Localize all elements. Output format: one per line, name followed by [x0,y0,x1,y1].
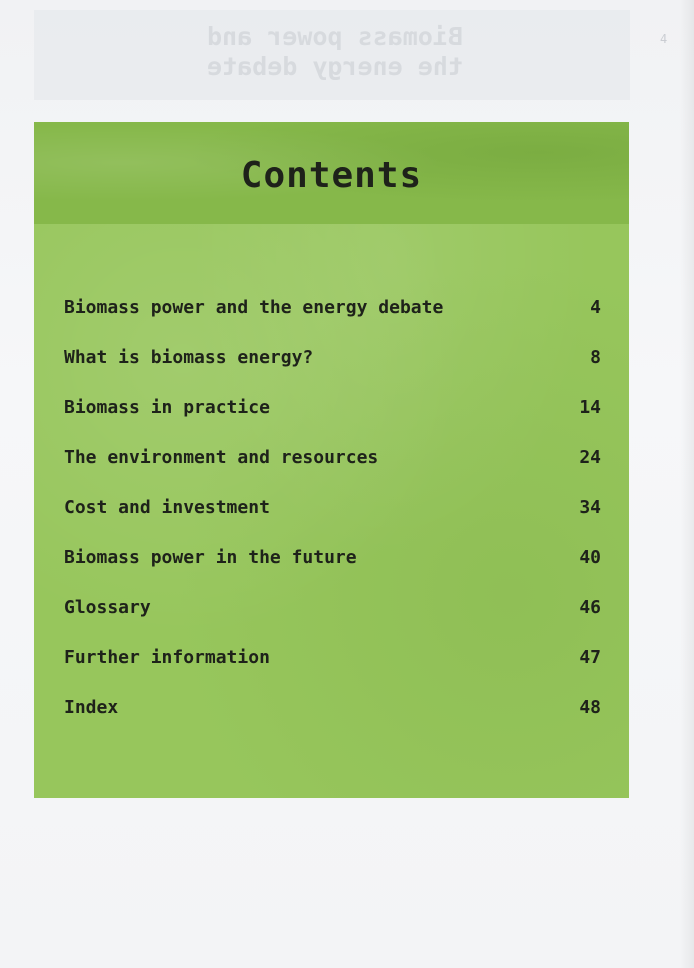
toc-entry[interactable] [64,482,601,532]
toc-entry[interactable] [64,682,601,732]
table-of-contents [64,282,601,732]
toc-entry-title: The environment and resources [64,446,379,468]
toc-entry-page-number: 8 [590,346,601,368]
toc-entry-title: What is biomass energy? [64,346,314,368]
toc-entry[interactable] [64,382,601,432]
toc-entry[interactable] [64,582,601,632]
toc-entry-title: Biomass in practice [64,396,270,418]
toc-entry[interactable] [64,632,601,682]
toc-entry[interactable] [64,532,601,582]
toc-entry[interactable] [64,332,601,382]
toc-entry[interactable] [64,282,601,332]
toc-entry-title: Cost and investment [64,496,270,518]
toc-entry-page-number: 34 [579,496,601,518]
toc-entry-page-number: 24 [579,446,601,468]
toc-entry-page-number: 48 [579,696,601,718]
toc-entry-title: Biomass power in the future [64,546,357,568]
toc-entry-title: Biomass power and the energy debate [64,296,444,318]
toc-entry[interactable] [64,432,601,482]
toc-entry-page-number: 4 [590,296,601,318]
toc-entry-page-number: 46 [579,596,601,618]
page-edge-shadow [680,0,694,968]
toc-entry-page-number: 14 [579,396,601,418]
toc-entry-title: Glossary [64,596,151,618]
bleed-through-heading: Biomass power and the energy debate [207,22,463,81]
toc-entry-title: Index [64,696,119,718]
contents-header-band [34,122,629,224]
page-title: Contents [240,155,423,196]
bleed-through-page-number: 4 [660,32,668,46]
toc-entry-page-number: 47 [579,646,601,668]
contents-panel [34,122,629,798]
toc-entry-title: Further information [64,646,270,668]
toc-entry-page-number: 40 [579,546,601,568]
